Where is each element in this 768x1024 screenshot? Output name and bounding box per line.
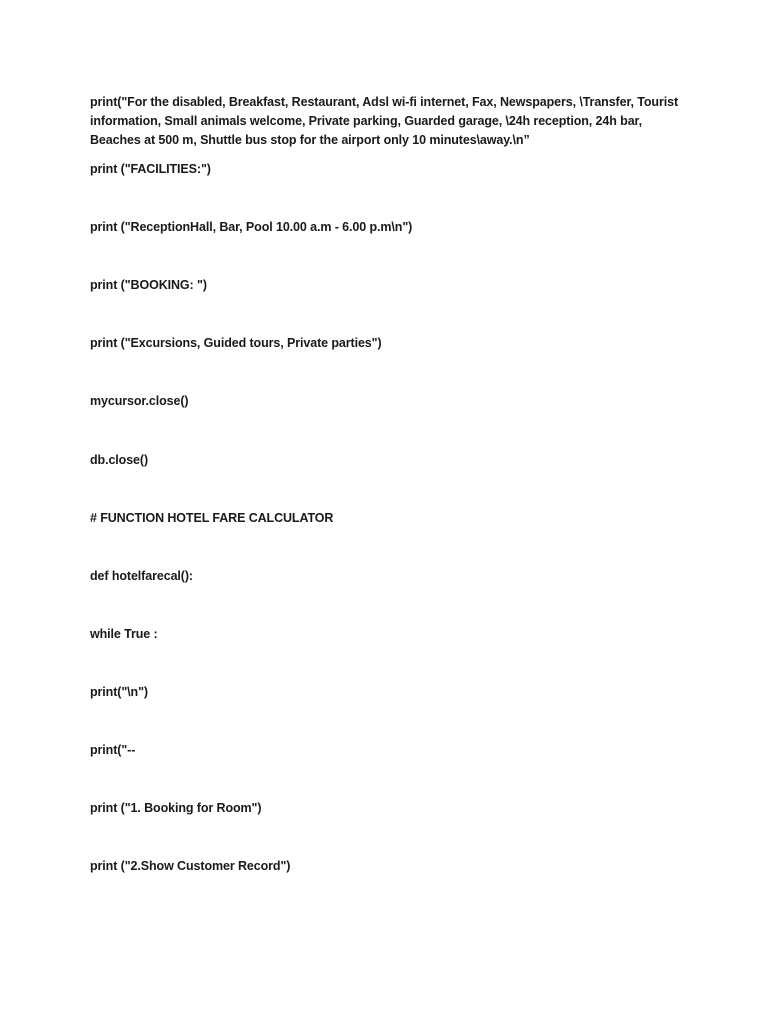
code-line-db-close: db.close() bbox=[90, 453, 149, 467]
code-line-comment: # FUNCTION HOTEL FARE CALCULATOR bbox=[90, 511, 334, 525]
code-line-print-option-1: print ("1. Booking for Room") bbox=[90, 801, 262, 815]
code-line-print-dashes: print("-- bbox=[90, 743, 136, 757]
code-line-print-facilities: print ("FACILITIES:") bbox=[90, 162, 211, 176]
code-line-print-newline: print("\n") bbox=[90, 685, 148, 699]
code-line-print-excursions: print ("Excursions, Guided tours, Private parties") bbox=[90, 336, 382, 350]
code-line-print-reception: print ("ReceptionHall, Bar, Pool 10.00 a.m - 6.00 p.m\n") bbox=[90, 220, 413, 234]
code-line-while: while True : bbox=[90, 627, 158, 641]
code-line-cursor-close: mycursor.close() bbox=[90, 394, 189, 408]
code-line-print-amenities: print("For the disabled, Breakfast, Restaurant, Adsl wi-fi internet, Fax, Newspapers, \Transfer, Tourist information, Small animals welcome, Private parking, Guarded garage, \24h reception, 24h bar, Beaches at 500 m, Shuttle bus stop for the airport only 10 minutes\away.\n” bbox=[90, 95, 682, 147]
code-line-print-option-2: print ("2.Show Customer Record") bbox=[90, 859, 291, 873]
code-line-print-booking: print ("BOOKING: ") bbox=[90, 278, 207, 292]
code-line-def: def hotelfarecal(): bbox=[90, 569, 193, 583]
